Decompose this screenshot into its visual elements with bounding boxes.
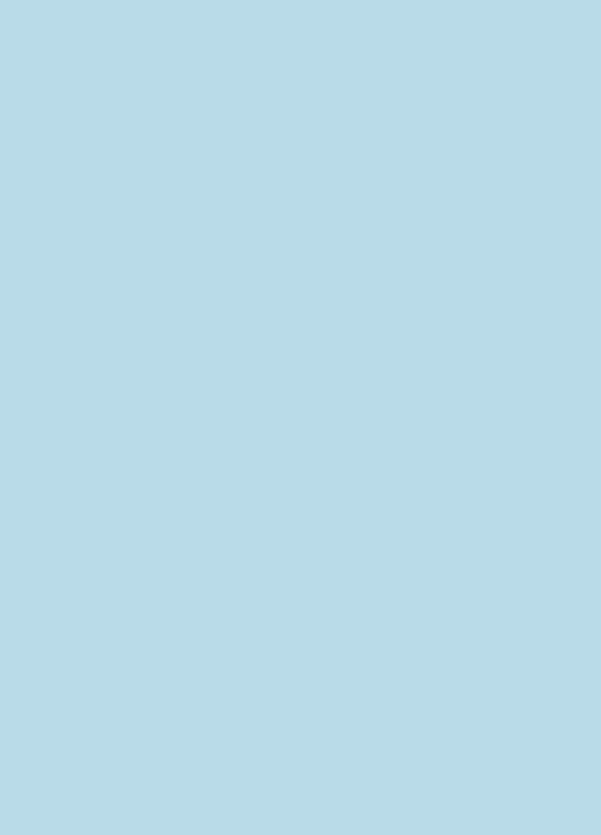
top-ruler [38, 0, 601, 46]
decal-area [40, 46, 595, 826]
left-ruler [0, 38, 40, 835]
